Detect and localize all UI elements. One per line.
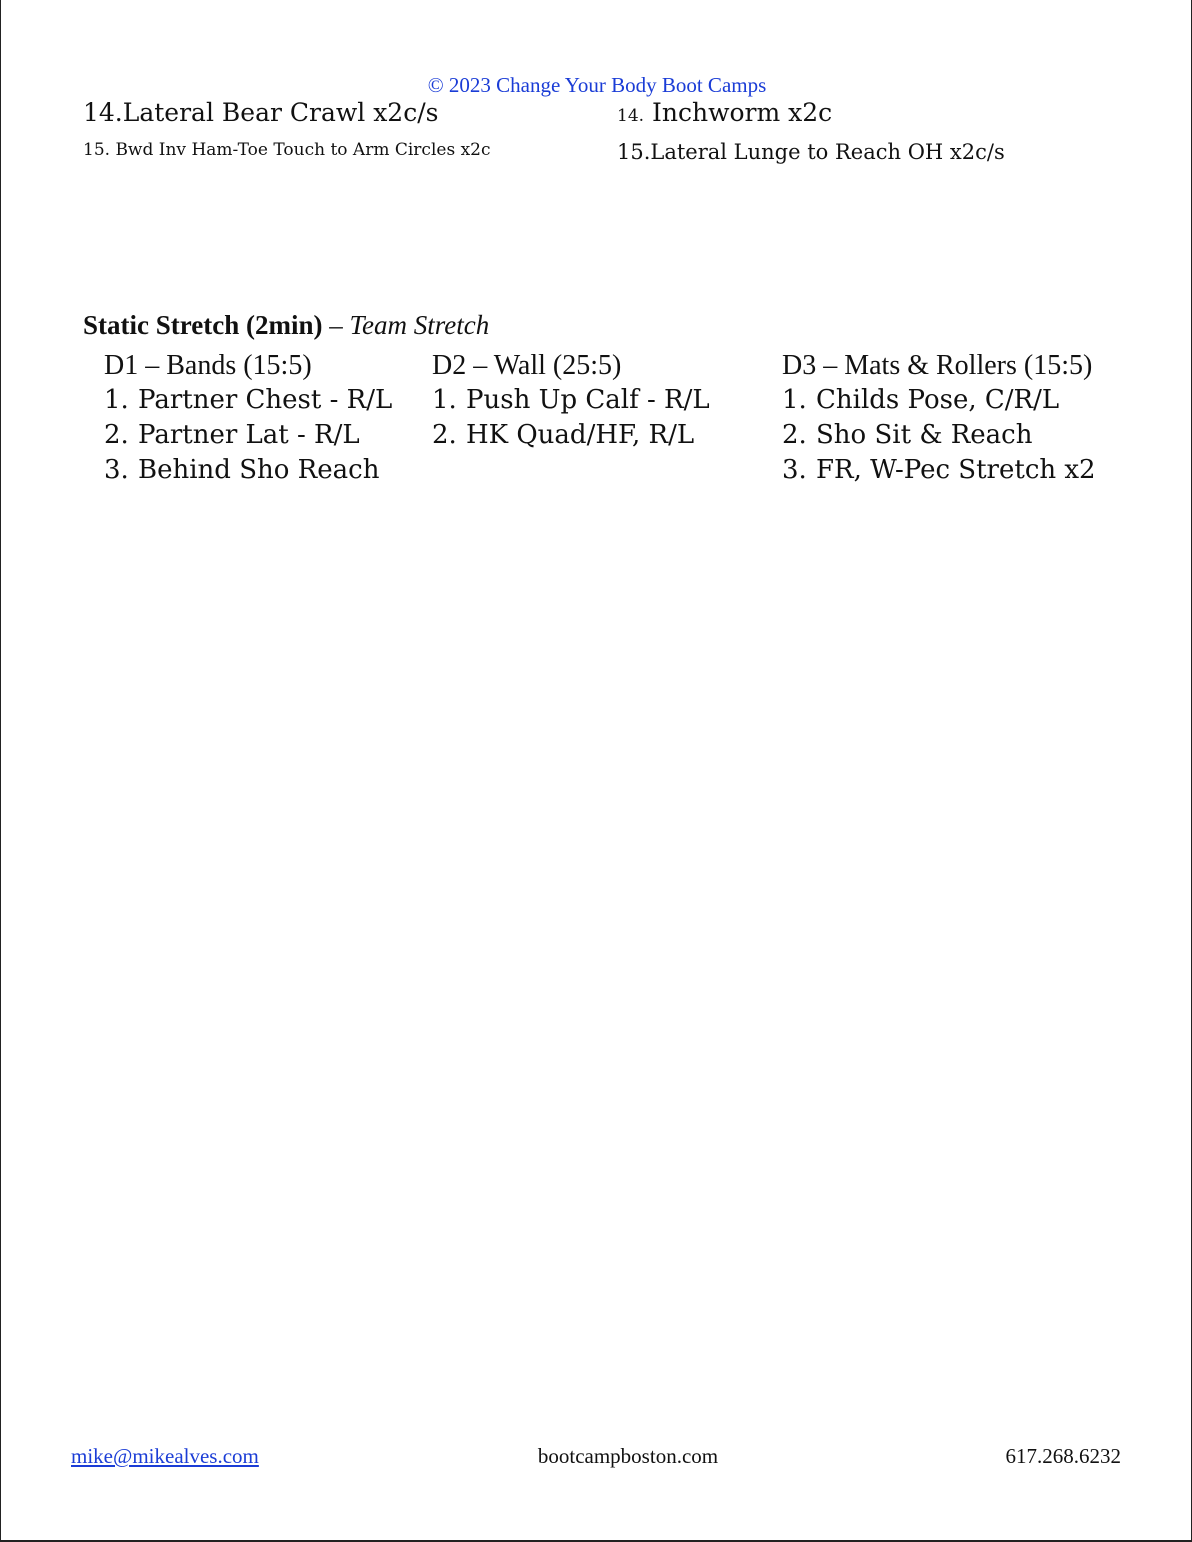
warmup-right-item-14 [617, 98, 832, 127]
static-stretch-heading [83, 310, 489, 341]
copyright-notice: © 2023 Change Your Body Boot Camps [427, 73, 767, 97]
column-title: D3 – Mats & Rollers (15:5) [782, 350, 1093, 381]
column-title: D2 – Wall (25:5) [432, 350, 622, 381]
static-stretch-title: Static Stretch (2min) [83, 310, 323, 340]
list-item: 2. HK Quad/HF, R/L [432, 420, 695, 450]
column-title: D1 – Bands (15:5) [104, 350, 312, 381]
footer-email-link[interactable]: mike@mikealves.com [71, 1444, 259, 1468]
list-item: 2. Partner Lat - R/L [104, 420, 360, 450]
warmup-left-item-14: 14.Lateral Bear Crawl x2c/s [83, 98, 439, 127]
warmup-right-item-15: 15.Lateral Lunge to Reach OH x2c/s [617, 140, 1005, 164]
list-item: 1. Childs Pose, C/R/L [782, 385, 1060, 415]
stretch-column-d2 [432, 348, 710, 453]
footer-website-text: bootcampboston.com [537, 1444, 719, 1468]
warmup-right-item-14-text: Inchworm x2c [652, 98, 833, 127]
warmup-right-item-14-number: 14. [617, 106, 645, 126]
stretch-column-d3 [782, 348, 1096, 488]
list-item: 1. Partner Chest - R/L [104, 385, 393, 415]
footer-phone: 617.268.6232 [1005, 1444, 1121, 1468]
list-item: 1. Push Up Calf - R/L [432, 385, 710, 415]
warmup-left-item-15: 15. Bwd Inv Ham-Toe Touch to Arm Circles x2c [83, 140, 491, 160]
list-item: 3. Behind Sho Reach [104, 455, 380, 485]
stretch-column-d1 [104, 348, 392, 488]
list-item: 2. Sho Sit & Reach [782, 420, 1033, 450]
static-stretch-subtitle: Team Stretch [349, 310, 490, 340]
heading-dash: – [322, 310, 350, 340]
list-item: 3. FR, W-Pec Stretch x2 [782, 455, 1096, 485]
